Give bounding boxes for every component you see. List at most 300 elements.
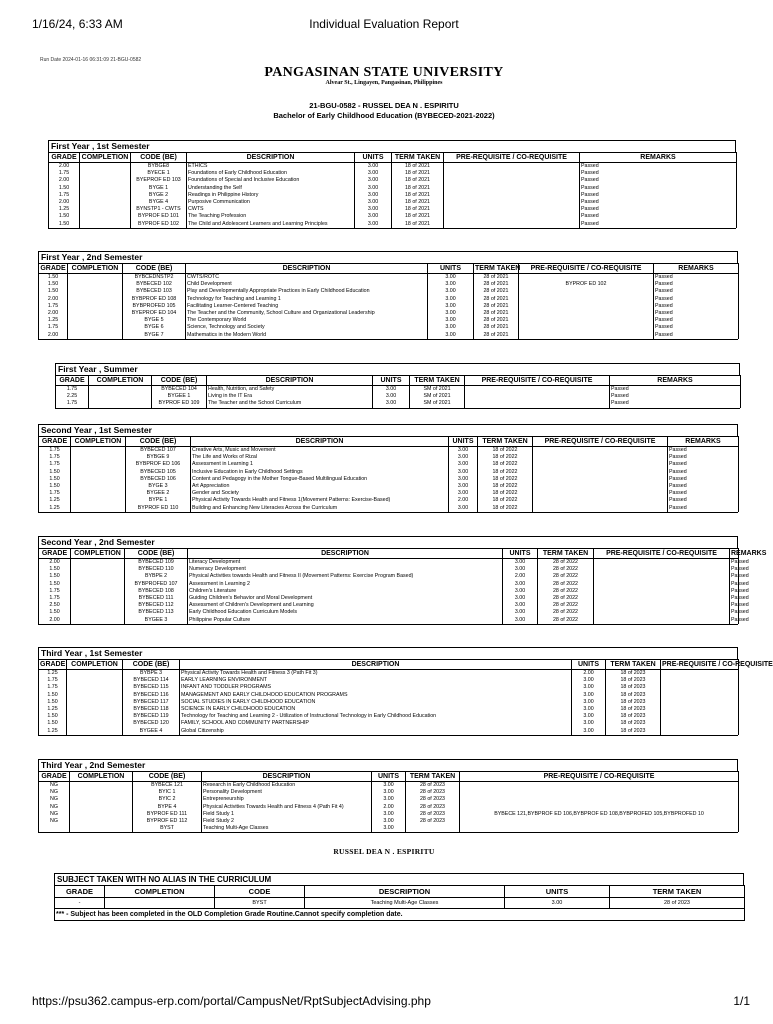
table-row <box>49 185 737 192</box>
prereq-cell <box>661 699 739 706</box>
units-cell: 3.00 <box>503 609 538 616</box>
term-cell: 28 of 2022 <box>538 595 594 602</box>
completion-cell <box>67 713 123 720</box>
term-cell: 28 of 2021 <box>474 332 519 339</box>
completion-cell <box>70 818 133 825</box>
completion-cell <box>80 199 131 206</box>
remarks-cell: Passed <box>668 454 739 461</box>
grade-cell: NG <box>39 789 70 796</box>
completion-cell <box>71 573 125 580</box>
description-cell: SCIENCE IN EARLY CHILDHOOD EDUCATION <box>180 706 572 713</box>
prereq-cell <box>594 588 730 595</box>
column-header-prereq: PRE-REQUISITE / CO-REQUISITE <box>594 549 730 559</box>
semester-block <box>48 140 736 229</box>
column-header-code: CODE (BE) <box>126 437 191 447</box>
description-cell: Child Development <box>186 281 428 288</box>
units-cell: 2.00 <box>449 497 478 504</box>
term-cell: 18 of 2022 <box>478 497 533 504</box>
program-name: Bachelor of Early Childhood Education (BYBECED-2021-2022) <box>273 111 495 120</box>
remarks-cell: Passed <box>731 566 749 573</box>
grade-cell: 1.50 <box>49 185 80 192</box>
code-cell: BYPROF ED 101 <box>131 213 187 220</box>
semester-title: Second Year , 1st Semester <box>38 424 738 436</box>
code-cell: BYGE 3 <box>126 483 191 490</box>
column-header-grade: GRADE <box>40 265 66 272</box>
completion-cell <box>70 825 133 832</box>
term-cell: 18 of 2023 <box>606 670 661 678</box>
description-cell: Play and Developmentally Appropriate Practices in Early Childhood Education <box>186 288 428 295</box>
prereq-cell <box>661 720 739 727</box>
column-header-units: UNITS <box>428 264 474 274</box>
prereq-cell <box>460 804 739 811</box>
term-cell: 18 of 2021 <box>392 170 444 177</box>
description-cell: Mathematics in the Modern World <box>186 332 428 339</box>
semester-block <box>55 363 740 409</box>
term-cell: 18 of 2022 <box>478 454 533 461</box>
code-cell: BYBPE 2 <box>125 573 188 580</box>
units-cell: 3.00 <box>503 595 538 602</box>
units-cell: 3.00 <box>428 324 474 331</box>
grades-table <box>38 263 739 339</box>
header-row <box>49 153 737 163</box>
units-cell: 3.00 <box>428 296 474 303</box>
table-row <box>39 505 739 512</box>
term-cell: 28 of 2021 <box>474 274 519 282</box>
table-row <box>39 461 739 468</box>
code-cell: BYGEE 2 <box>126 490 191 497</box>
units-cell: 3.00 <box>355 213 392 220</box>
remarks-cell: Passed <box>610 393 741 400</box>
description-cell: Teaching Multi-Age Classes <box>305 898 505 909</box>
remarks-cell: Passed <box>580 177 737 184</box>
grade-cell: - <box>55 898 105 909</box>
prereq-cell <box>533 483 668 490</box>
remarks-cell: Passed <box>731 609 749 616</box>
remarks-cell: Passed <box>668 476 739 483</box>
units-cell: 3.00 <box>428 274 474 282</box>
grade-cell: 1.75 <box>39 595 71 602</box>
code-cell: BYBECED 109 <box>125 559 188 567</box>
column-header-term: TERM TAKEN <box>538 549 594 559</box>
completion-cell <box>80 213 131 220</box>
remarks-cell: Passed <box>668 505 739 512</box>
grade-cell: 1.75 <box>39 588 71 595</box>
prereq-cell: BYPROF ED 102 <box>519 281 654 288</box>
units-cell: 2.00 <box>503 573 538 580</box>
grade-cell: 2.00 <box>39 617 71 624</box>
remarks-cell: Passed <box>731 595 749 602</box>
remarks-cell: Passed <box>580 221 737 228</box>
grade-cell: 1.75 <box>39 303 68 310</box>
prereq-cell <box>533 497 668 504</box>
term-cell: 28 of 2021 <box>474 317 519 324</box>
description-cell: FAMILY, SCHOOL AND COMMUNITY PARTNERSHIP <box>180 720 572 727</box>
column-header-description: DESCRIPTION <box>180 660 572 670</box>
table-row <box>39 497 739 504</box>
column-header-units: UNITS <box>503 549 538 559</box>
remarks-cell: Passed <box>668 469 739 476</box>
units-cell: 3.00 <box>503 617 538 624</box>
prereq-cell <box>594 609 730 616</box>
description-cell: The Child and Adolescent Learners and Learning Principles <box>187 221 355 228</box>
prereq-cell <box>444 213 580 220</box>
code-cell: BYGE 7 <box>123 332 186 339</box>
column-header-remarks: REMARKS <box>731 550 767 557</box>
prereq-cell <box>519 303 654 310</box>
grade-cell: 1.50 <box>49 221 80 228</box>
prereq-cell <box>594 617 730 624</box>
description-cell: Personality Development <box>202 789 372 796</box>
table-row <box>39 684 739 691</box>
table-row <box>39 490 739 497</box>
prereq-cell <box>594 595 730 602</box>
completion-cell <box>71 497 126 504</box>
header-row <box>39 772 739 782</box>
prereq-cell <box>444 185 580 192</box>
column-header-remarks: REMARKS <box>668 437 739 447</box>
grade-cell: 1.75 <box>49 192 80 199</box>
remarks-cell: Passed <box>654 310 739 317</box>
column-header-completion: COMPLETION <box>71 549 125 559</box>
term-cell: 18 of 2022 <box>478 490 533 497</box>
report-title: Individual Evaluation Report <box>309 17 459 31</box>
grade-cell <box>39 825 70 832</box>
grade-cell: 1.75 <box>39 677 67 684</box>
table-row <box>49 163 737 171</box>
prereq-cell <box>533 476 668 483</box>
remarks-cell: Passed <box>610 400 741 407</box>
grade-cell: 2.00 <box>39 559 71 567</box>
term-cell: 28 of 2022 <box>538 566 594 573</box>
description-cell: SOCIAL STUDIES IN EARLY CHILDHOOD EDUCATION <box>180 699 572 706</box>
remarks-cell: Passed <box>610 386 741 394</box>
grades-table <box>38 548 767 624</box>
units-cell: 3.00 <box>355 221 392 228</box>
units-cell: 3.00 <box>449 476 478 483</box>
completion-cell <box>71 469 126 476</box>
table-row <box>39 670 739 678</box>
student-signature-name: RUSSEL DEA N . ESPIRITU <box>333 847 435 856</box>
units-cell: 3.00 <box>372 818 406 825</box>
column-header-description: DESCRIPTION <box>188 549 503 559</box>
grade-cell: 1.75 <box>39 461 71 468</box>
code-cell: BYGE 4 <box>131 199 187 206</box>
description-cell: Facilitating Learner-Centered Teaching <box>186 303 428 310</box>
code-cell: BYST <box>215 898 305 909</box>
prereq-cell: BYBECE 121,BYBPROF ED 106,BYBPROF ED 108,BYBPROFED 105,BYBPROFED 10 <box>460 811 739 818</box>
remarks-cell: Passed <box>731 587 749 594</box>
description-cell: Research in Early Childhood Education <box>202 782 372 790</box>
code-cell: BYBECED 114 <box>123 677 180 684</box>
column-header-units: UNITS <box>449 437 478 447</box>
table-row <box>39 706 739 713</box>
completion-cell <box>80 185 131 192</box>
column-header-prereq: PRE-REQUISITE / CO-REQUISITE <box>519 264 654 274</box>
semester-title: Second Year , 2nd Semester <box>38 536 738 548</box>
table-row <box>39 789 739 796</box>
semester-title: Third Year , 1st Semester <box>38 647 738 659</box>
code-cell: BYBECED 107 <box>126 447 191 455</box>
description-cell: Numeracy Development <box>188 566 503 573</box>
prereq-cell <box>533 454 668 461</box>
units-cell: 3.00 <box>428 317 474 324</box>
completion-cell <box>70 804 133 811</box>
units-cell: 3.00 <box>449 447 478 455</box>
grade-cell: 1.25 <box>39 505 71 512</box>
remarks-cell: Passed <box>580 170 737 177</box>
code-cell: BYBPROFED 105 <box>123 303 186 310</box>
completion-cell <box>67 706 123 713</box>
completion-cell <box>80 177 131 184</box>
table-row <box>39 310 739 317</box>
code-cell: BYPE 1 <box>126 497 191 504</box>
prereq-cell <box>444 221 580 228</box>
completion-cell <box>70 796 133 803</box>
remarks-cell: Passed <box>668 497 739 504</box>
units-cell: 3.00 <box>572 684 606 691</box>
column-header-completion: COMPLETION <box>68 264 123 274</box>
term-cell: SM of 2021 <box>410 393 465 400</box>
units-cell: 3.00 <box>449 461 478 468</box>
grade-cell: 1.50 <box>39 720 67 727</box>
units-cell: 3.00 <box>572 720 606 727</box>
term-cell: 28 of 2022 <box>538 609 594 616</box>
term-cell: 28 of 2022 <box>538 588 594 595</box>
completion-cell <box>71 490 126 497</box>
column-header-grade: GRADE <box>56 376 89 386</box>
units-cell: 3.00 <box>428 288 474 295</box>
table-row <box>49 177 737 184</box>
term-cell: 28 of 2023 <box>406 804 460 811</box>
no-alias-section <box>54 873 744 921</box>
description-cell: The Teaching Profession <box>187 213 355 220</box>
term-cell: 18 of 2021 <box>392 221 444 228</box>
prereq-cell <box>465 393 610 400</box>
code-cell: BYBECED 110 <box>125 566 188 573</box>
grade-cell: NG <box>39 818 70 825</box>
grade-cell: 2.00 <box>39 296 68 303</box>
description-cell: Global Citizenship <box>180 728 572 735</box>
column-header-grade: GRADE <box>39 549 71 559</box>
description-cell: CWTS <box>187 206 355 213</box>
column-header-prereq: PRE-REQUISITE / CO-REQUISITE <box>444 153 580 163</box>
column-header-code: CODE (BE) <box>133 772 202 782</box>
column-header-remarks: REMARKS <box>610 376 741 386</box>
completion-cell <box>105 898 215 909</box>
term-cell: 18 of 2021 <box>392 177 444 184</box>
term-cell: 18 of 2023 <box>606 684 661 691</box>
prereq-cell <box>444 163 580 171</box>
grade-cell: 1.50 <box>39 692 67 699</box>
remarks-cell: Passed <box>654 274 739 282</box>
table-row <box>39 483 739 490</box>
completion-cell <box>89 400 152 407</box>
table-row <box>39 332 739 339</box>
code-cell: BYGE 5 <box>123 317 186 324</box>
grades-table <box>38 659 773 735</box>
units-cell: 3.00 <box>505 898 610 909</box>
description-cell: Foundations of Early Childhood Education <box>187 170 355 177</box>
completion-cell <box>89 386 152 394</box>
table-row <box>39 728 739 735</box>
grade-cell: 1.75 <box>39 684 67 691</box>
grade-cell: 1.25 <box>39 317 68 324</box>
description-cell: Early Childhood Education Curriculum Models <box>188 609 503 616</box>
prereq-cell <box>519 288 654 295</box>
completion-cell <box>70 782 133 790</box>
code-cell: BYBECED 104 <box>152 386 207 394</box>
description-cell: Creative Arts, Music and Movement <box>191 447 449 455</box>
description-cell: Field Study 2 <box>202 818 372 825</box>
description-cell: Assessment in Learning 2 <box>188 581 503 588</box>
table-row <box>39 595 739 602</box>
term-cell: 28 of 2022 <box>538 573 594 580</box>
completion-cell <box>80 192 131 199</box>
code-cell: BYECE 1 <box>131 170 187 177</box>
column-header-remarks: REMARKS <box>654 264 739 274</box>
code-cell: BYBECED 112 <box>125 602 188 609</box>
column-header-grade: GRADE <box>49 153 80 163</box>
code-cell: BYBPROFED 107 <box>125 581 188 588</box>
table-row <box>39 317 739 324</box>
completion-cell <box>71 454 126 461</box>
column-header-prereq: PRE-REQUISITE / CO-REQUISITE <box>533 437 668 447</box>
prereq-cell <box>533 490 668 497</box>
term-cell: 18 of 2023 <box>606 713 661 720</box>
units-cell: 3.00 <box>572 677 606 684</box>
term-cell: 18 of 2022 <box>478 476 533 483</box>
grade-cell: 1.25 <box>39 706 67 713</box>
completion-cell <box>67 720 123 727</box>
column-header: UNITS <box>505 886 610 898</box>
completion-cell <box>67 728 123 735</box>
units-cell: 3.00 <box>572 692 606 699</box>
column-header-completion: COMPLETION <box>89 376 152 386</box>
prereq-cell <box>661 677 739 684</box>
term-cell: 28 of 2023 <box>406 782 460 790</box>
column-header-grade: GRADE <box>39 772 70 782</box>
term-cell: 28 of 2023 <box>406 811 460 818</box>
term-cell: 28 of 2021 <box>474 303 519 310</box>
description-cell: INFANT AND TODDLER PROGRAMS <box>180 684 572 691</box>
remarks-cell: Passed <box>580 213 737 220</box>
term-cell: SM of 2021 <box>410 400 465 407</box>
units-cell: 3.00 <box>503 559 538 567</box>
no-alias-table <box>54 885 745 921</box>
code-cell: BYPROF ED 112 <box>133 818 202 825</box>
remarks-cell: Passed <box>731 573 749 580</box>
code-cell: BYGE 2 <box>131 192 187 199</box>
term-cell: 28 of 2023 <box>406 789 460 796</box>
no-alias-header-row <box>55 886 745 898</box>
term-cell: 28 of 2021 <box>474 296 519 303</box>
description-cell: MANAGEMENT AND EARLY CHILDHOOD EDUCATION PROGRAMS <box>180 692 572 699</box>
grade-cell: 1.50 <box>39 469 71 476</box>
completion-cell <box>67 677 123 684</box>
column-header-description: DESCRIPTION <box>191 437 449 447</box>
units-cell: 3.00 <box>449 469 478 476</box>
completion-cell <box>70 789 133 796</box>
completion-cell <box>68 310 123 317</box>
column-header-code: CODE (BE) <box>125 549 188 559</box>
term-cell: 18 of 2022 <box>478 469 533 476</box>
term-cell: 18 of 2022 <box>478 483 533 490</box>
column-header-completion: COMPLETION <box>70 772 133 782</box>
units-cell: 3.00 <box>572 706 606 713</box>
column-header-code: CODE (BE) <box>152 376 207 386</box>
units-cell: 3.00 <box>373 393 410 400</box>
description-cell: Literacy Development <box>188 559 503 567</box>
table-row <box>39 796 739 803</box>
column-header-description: DESCRIPTION <box>187 153 355 163</box>
prereq-cell <box>444 206 580 213</box>
remarks-cell: Passed <box>654 317 739 324</box>
column-header-grade: GRADE <box>39 437 71 447</box>
column-header-term: TERM TAKEN <box>475 265 521 272</box>
completion-cell <box>71 505 126 512</box>
completion-cell <box>71 595 125 602</box>
run-date: Run Date 2024-01-16 06:31:09 21-BGU-0582 <box>40 57 142 63</box>
prereq-cell <box>460 825 739 832</box>
grade-cell: 1.50 <box>39 581 71 588</box>
remarks-cell: Passed <box>580 206 737 213</box>
column-header: TERM TAKEN <box>610 886 745 898</box>
table-row <box>39 617 739 624</box>
column-header-completion: COMPLETION <box>80 153 131 163</box>
term-cell: 28 of 2022 <box>538 581 594 588</box>
code-cell: BYBPROF ED 108 <box>123 296 186 303</box>
description-cell: Assessment of Children's Development and Learning <box>188 602 503 609</box>
description-cell: Technology for Teaching and Learning 2 - Utilization of Instructional Technology in Early Childhood Education <box>180 713 572 720</box>
completion-cell <box>80 221 131 228</box>
code-cell: BYBECED 102 <box>123 281 186 288</box>
description-cell: Teaching Multi-Age Classes <box>202 825 372 832</box>
column-header-term: TERM TAKEN <box>392 153 444 163</box>
term-cell: 28 of 2023 <box>406 796 460 803</box>
completion-cell <box>67 670 123 678</box>
completion-cell <box>71 559 125 567</box>
term-cell: 28 of 2022 <box>538 602 594 609</box>
semester-title: First Year , 2nd Semester <box>38 251 738 263</box>
prereq-cell <box>460 782 739 790</box>
table-row <box>49 170 737 177</box>
description-cell: Guiding Children's Behavior and Moral Development <box>188 595 503 602</box>
column-header-units: UNITS <box>572 660 606 670</box>
prereq-cell <box>460 796 739 803</box>
prereq-cell <box>594 566 730 573</box>
description-cell: EARLY LEARNING ENVIRONMENT <box>180 677 572 684</box>
remarks-cell: Passed <box>580 192 737 199</box>
table-row <box>39 804 739 811</box>
header-row <box>39 549 739 559</box>
code-cell: BYPROF ED 110 <box>126 505 191 512</box>
column-header-description: DESCRIPTION <box>186 264 428 274</box>
table-row <box>39 609 739 616</box>
column-header-units: UNITS <box>372 772 406 782</box>
header-row <box>39 264 739 274</box>
remarks-cell: Passed <box>731 559 749 566</box>
grade-cell: 1.50 <box>39 609 71 616</box>
semester-title: First Year , 1st Semester <box>48 140 736 152</box>
remarks-cell: Passed <box>654 332 739 339</box>
code-cell: BYBECED 103 <box>123 288 186 295</box>
completion-cell <box>71 609 125 616</box>
prereq-cell <box>533 461 668 468</box>
prereq-cell <box>594 581 730 588</box>
code-cell: BYBECED 118 <box>123 706 180 713</box>
units-cell: 3.00 <box>355 192 392 199</box>
remarks-cell: Passed <box>580 163 737 171</box>
